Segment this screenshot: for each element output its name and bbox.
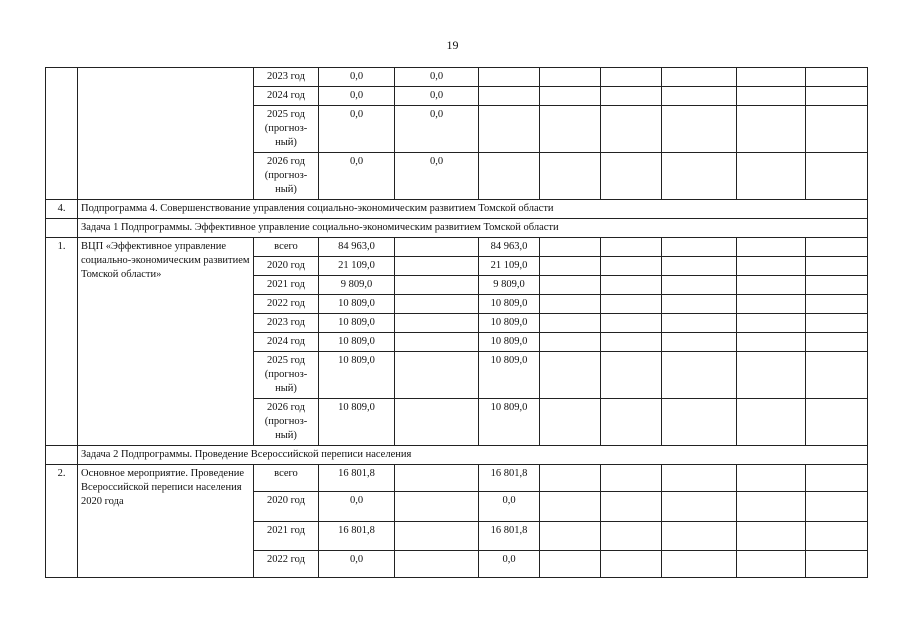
year-cell: 2023 год [254, 314, 319, 333]
empty-cell [601, 465, 662, 492]
federal-cell: 0,0 [395, 68, 479, 87]
total-cell: 21 109,0 [319, 257, 395, 276]
total-cell: 10 809,0 [319, 295, 395, 314]
empty-cell [806, 522, 868, 551]
regional-cell: 0,0 [479, 551, 540, 578]
empty-cell [662, 492, 737, 522]
item-number: 2. [46, 465, 78, 578]
task-header-row [46, 446, 868, 465]
federal-cell: 0,0 [395, 153, 479, 200]
subprogram-title: Подпрограмма 4. Совершенствование управления социально-экономическим развитием Томской области [78, 200, 868, 219]
empty-cell [540, 87, 601, 106]
total-cell: 10 809,0 [319, 314, 395, 333]
year-cell: 2025 год (прогноз-ный) [254, 106, 319, 153]
regional-cell: 10 809,0 [479, 352, 540, 399]
total-cell: 0,0 [319, 68, 395, 87]
empty-cell [737, 238, 806, 257]
year-cell: 2022 год [254, 295, 319, 314]
empty-cell [737, 276, 806, 295]
empty-cell [737, 106, 806, 153]
empty-cell [662, 68, 737, 87]
empty-cell [601, 153, 662, 200]
empty-cell [737, 153, 806, 200]
federal-cell [395, 295, 479, 314]
empty-cell [737, 314, 806, 333]
empty-cell [806, 314, 868, 333]
empty-cell [540, 276, 601, 295]
empty-cell [601, 399, 662, 446]
empty-cell [601, 522, 662, 551]
empty-cell [540, 352, 601, 399]
federal-cell: 0,0 [395, 87, 479, 106]
empty-cell [662, 153, 737, 200]
year-cell: 2025 год (прогноз-ный) [254, 352, 319, 399]
empty-cell [737, 399, 806, 446]
empty-cell [601, 257, 662, 276]
empty-cell [540, 106, 601, 153]
regional-cell: 10 809,0 [479, 399, 540, 446]
year-cell: 2021 год [254, 276, 319, 295]
empty-cell [737, 68, 806, 87]
empty-cell [601, 106, 662, 153]
num-cell [46, 68, 78, 200]
year-cell: 2020 год [254, 492, 319, 522]
year-cell: 2022 год [254, 551, 319, 578]
page-number: 19 [446, 38, 459, 52]
empty-cell [662, 314, 737, 333]
empty-cell [806, 551, 868, 578]
regional-cell: 10 809,0 [479, 314, 540, 333]
federal-cell [395, 314, 479, 333]
year-cell: 2026 год (прогноз-ный) [254, 153, 319, 200]
empty-cell [540, 465, 601, 492]
year-cell: 2023 год [254, 68, 319, 87]
regional-cell [479, 153, 540, 200]
empty-cell [737, 551, 806, 578]
empty-cell [737, 295, 806, 314]
empty-cell [662, 276, 737, 295]
total-cell: 10 809,0 [319, 333, 395, 352]
total-cell: 0,0 [319, 153, 395, 200]
empty-cell [806, 399, 868, 446]
subprogram-row [46, 200, 868, 219]
federal-cell [395, 238, 479, 257]
empty-cell [540, 522, 601, 551]
empty-cell [737, 333, 806, 352]
total-cell: 10 809,0 [319, 399, 395, 446]
regional-cell: 84 963,0 [479, 238, 540, 257]
empty-cell [806, 492, 868, 522]
year-cell: 2024 год [254, 333, 319, 352]
empty-cell [806, 106, 868, 153]
year-cell: всего [254, 238, 319, 257]
regional-cell: 16 801,8 [479, 522, 540, 551]
empty-cell [737, 492, 806, 522]
federal-cell [395, 399, 479, 446]
table-row [46, 238, 868, 257]
year-cell: 2021 год [254, 522, 319, 551]
federal-cell [395, 551, 479, 578]
empty-cell [46, 219, 78, 238]
empty-cell [737, 522, 806, 551]
empty-cell [806, 333, 868, 352]
task-title: Задача 2 Подпрограммы. Проведение Всероссийской переписи населения [78, 446, 868, 465]
table-row [46, 465, 868, 492]
total-cell: 16 801,8 [319, 522, 395, 551]
empty-cell [806, 68, 868, 87]
empty-cell [540, 333, 601, 352]
empty-cell [662, 295, 737, 314]
empty-cell [540, 257, 601, 276]
task-header-row [46, 219, 868, 238]
empty-cell [662, 352, 737, 399]
regional-cell: 10 809,0 [479, 333, 540, 352]
empty-cell [540, 551, 601, 578]
empty-cell [601, 314, 662, 333]
empty-cell [662, 399, 737, 446]
total-cell: 10 809,0 [319, 352, 395, 399]
regional-cell: 16 801,8 [479, 465, 540, 492]
empty-cell [737, 87, 806, 106]
empty-cell [601, 333, 662, 352]
empty-cell [46, 446, 78, 465]
regional-cell [479, 87, 540, 106]
empty-cell [662, 238, 737, 257]
item-name: ВЦП «Эффективное управление социально-экономическим развитием Томской области» [78, 238, 254, 446]
empty-cell [601, 352, 662, 399]
regional-cell [479, 68, 540, 87]
total-cell: 0,0 [319, 492, 395, 522]
federal-cell [395, 522, 479, 551]
empty-cell [806, 352, 868, 399]
regional-cell: 10 809,0 [479, 295, 540, 314]
regional-cell: 21 109,0 [479, 257, 540, 276]
empty-cell [806, 276, 868, 295]
total-cell: 0,0 [319, 106, 395, 153]
subprogram-number: 4. [46, 200, 78, 219]
empty-cell [601, 551, 662, 578]
empty-cell [540, 295, 601, 314]
empty-cell [662, 465, 737, 492]
empty-cell [662, 257, 737, 276]
empty-cell [737, 465, 806, 492]
total-cell: 9 809,0 [319, 276, 395, 295]
empty-cell [540, 68, 601, 87]
item-name: Основное мероприятие. Проведение Всероссийской переписи населения 2020 года [78, 465, 254, 578]
empty-cell [737, 352, 806, 399]
federal-cell [395, 257, 479, 276]
year-cell: 2020 год [254, 257, 319, 276]
empty-cell [601, 295, 662, 314]
federal-cell [395, 333, 479, 352]
total-cell: 16 801,8 [319, 465, 395, 492]
federal-cell [395, 492, 479, 522]
regional-cell: 9 809,0 [479, 276, 540, 295]
empty-cell [806, 257, 868, 276]
year-cell: 2026 год (прогноз-ный) [254, 399, 319, 446]
empty-cell [540, 153, 601, 200]
empty-cell [806, 87, 868, 106]
empty-cell [601, 68, 662, 87]
task-title: Задача 1 Подпрограммы. Эффективное управление социально-экономическим развитием Томской области [78, 219, 868, 238]
empty-cell [540, 314, 601, 333]
name-cell [78, 68, 254, 200]
empty-cell [540, 399, 601, 446]
empty-cell [662, 87, 737, 106]
item-number: 1. [46, 238, 78, 446]
federal-cell [395, 276, 479, 295]
empty-cell [601, 238, 662, 257]
empty-cell [662, 522, 737, 551]
total-cell: 84 963,0 [319, 238, 395, 257]
regional-cell [479, 106, 540, 153]
total-cell: 0,0 [319, 87, 395, 106]
empty-cell [806, 153, 868, 200]
empty-cell [737, 257, 806, 276]
empty-cell [662, 106, 737, 153]
total-cell: 0,0 [319, 551, 395, 578]
year-cell: 2024 год [254, 87, 319, 106]
year-cell: всего [254, 465, 319, 492]
table-row [46, 68, 868, 87]
federal-cell [395, 352, 479, 399]
empty-cell [806, 295, 868, 314]
empty-cell [662, 551, 737, 578]
federal-cell [395, 465, 479, 492]
empty-cell [662, 333, 737, 352]
empty-cell [806, 465, 868, 492]
empty-cell [806, 238, 868, 257]
empty-cell [540, 492, 601, 522]
empty-cell [601, 87, 662, 106]
federal-cell: 0,0 [395, 106, 479, 153]
empty-cell [601, 492, 662, 522]
funding-table [45, 67, 868, 578]
empty-cell [601, 276, 662, 295]
regional-cell: 0,0 [479, 492, 540, 522]
empty-cell [540, 238, 601, 257]
